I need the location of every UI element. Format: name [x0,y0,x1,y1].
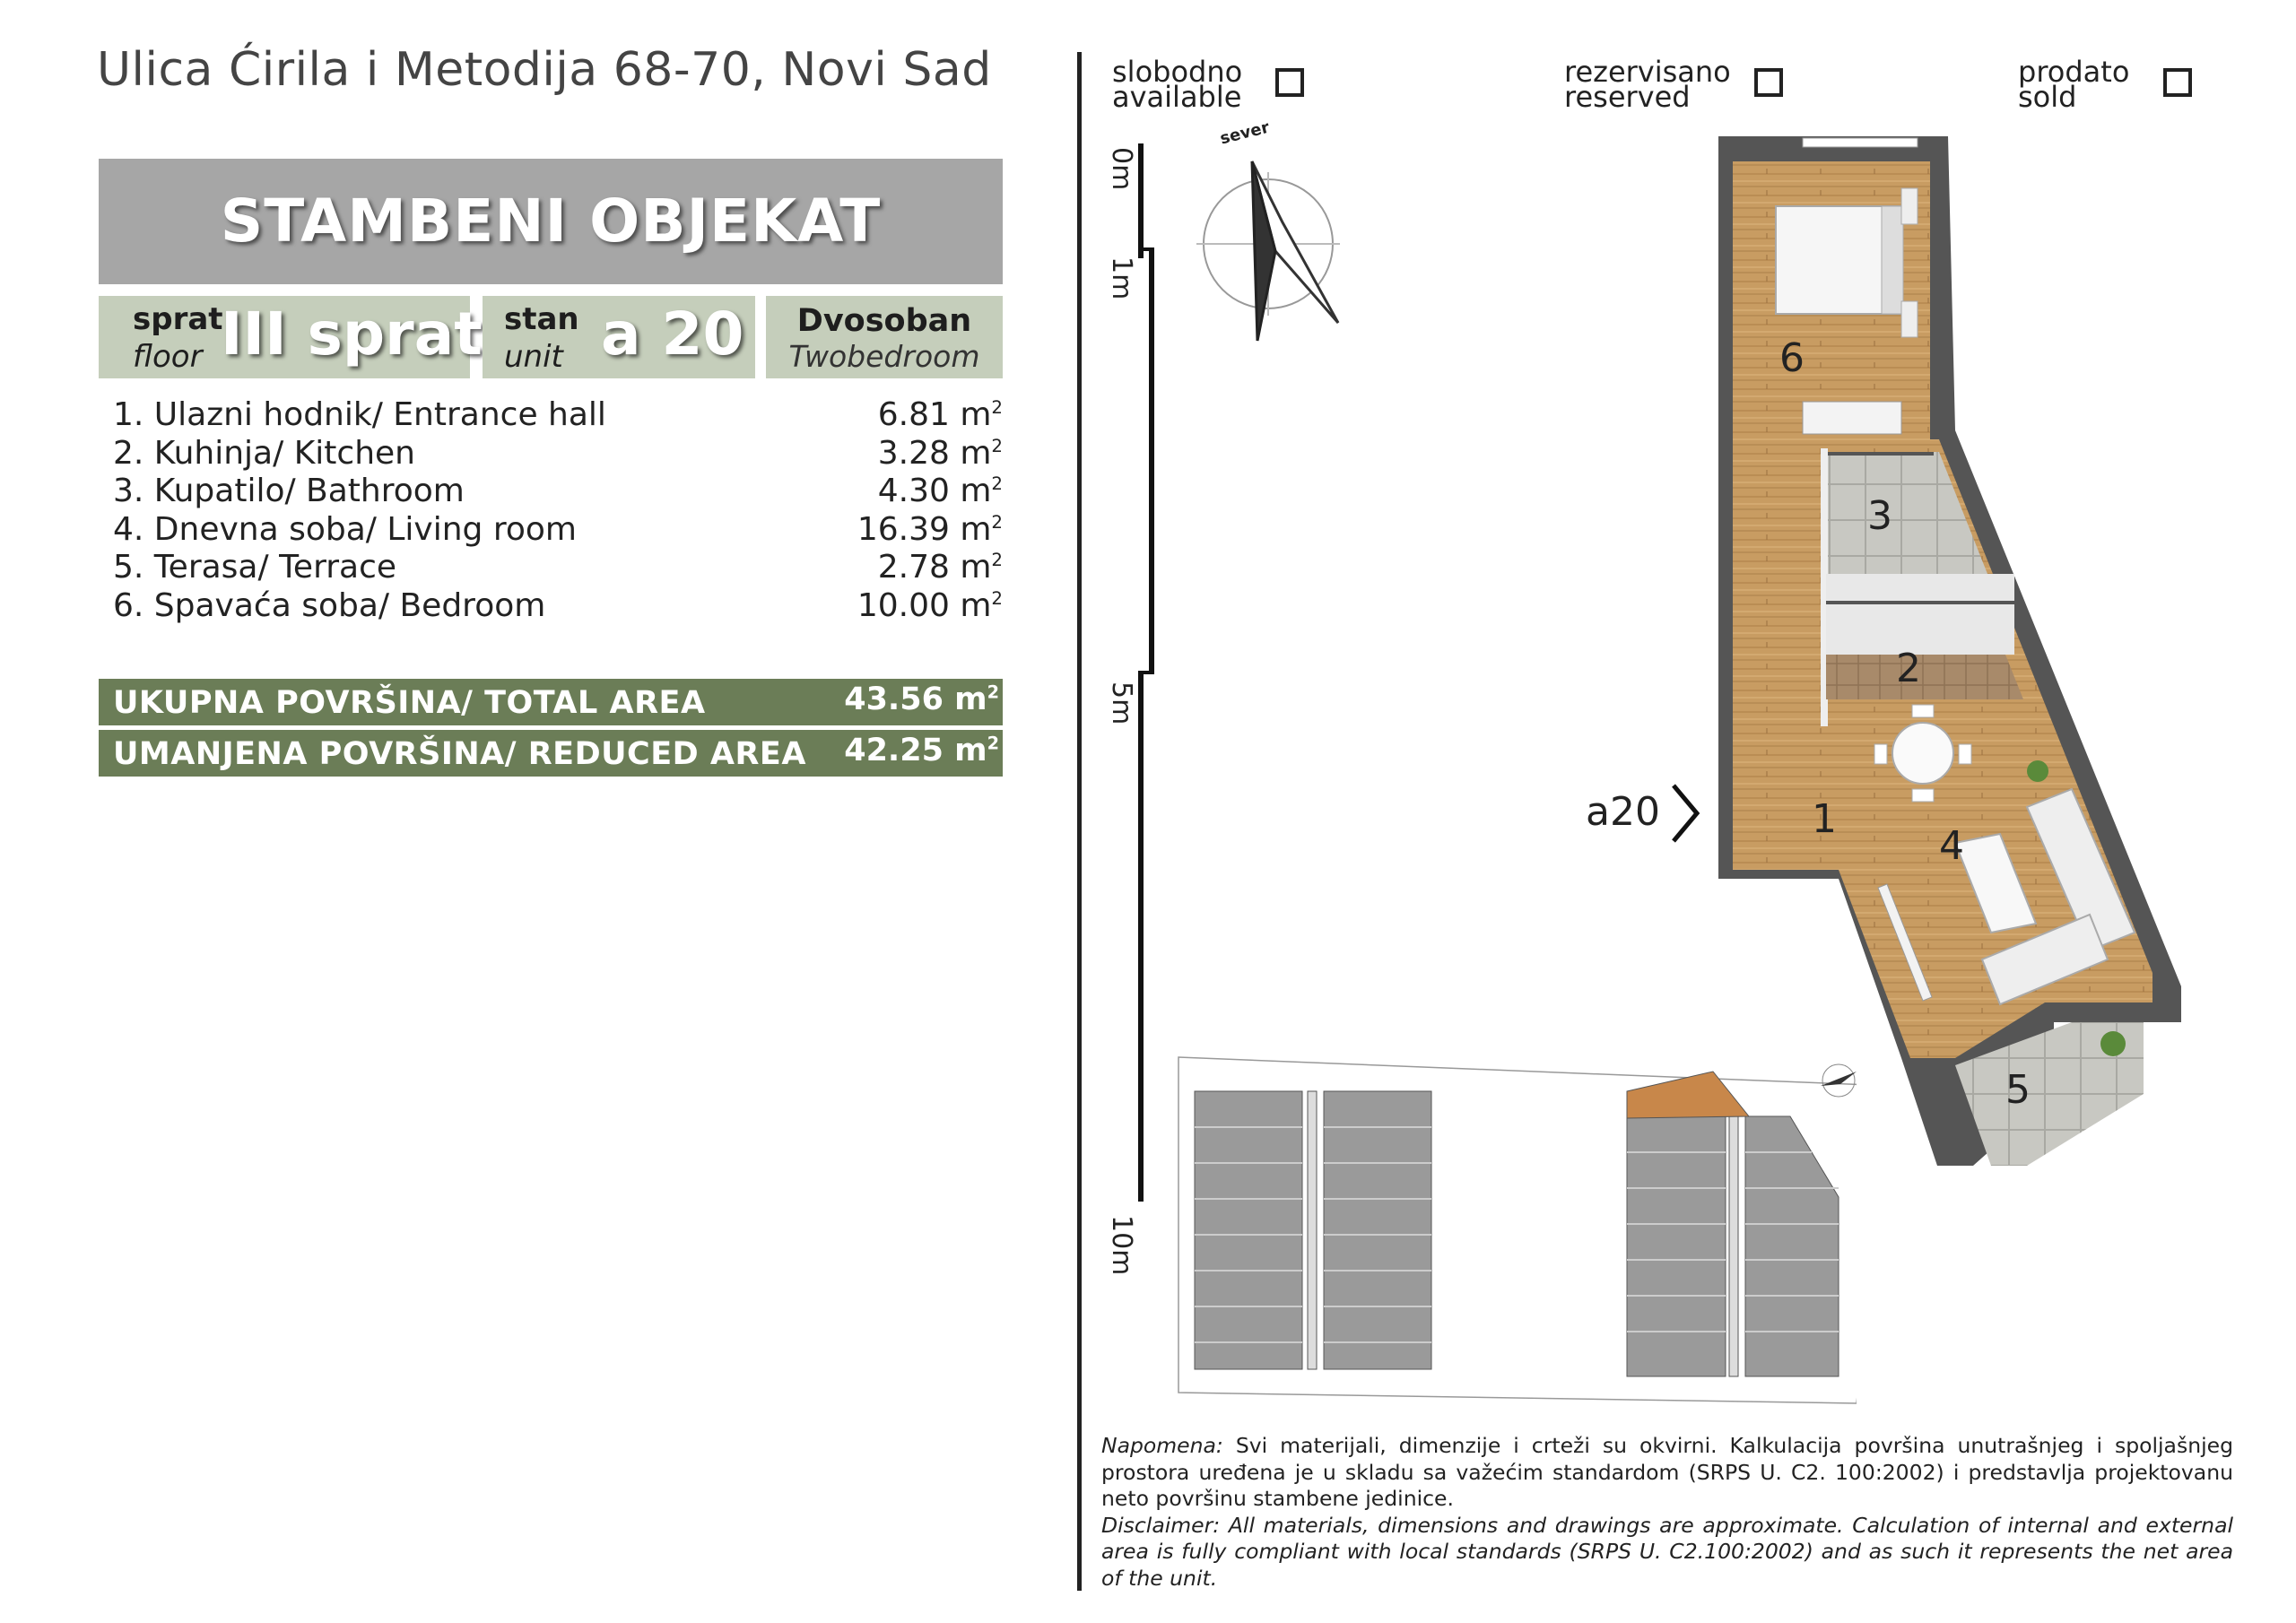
apartment-type-box [766,296,1003,378]
room-number-4: 4 [1939,823,1964,869]
building-site-plan [1175,1054,1857,1412]
available-checkbox[interactable] [1275,68,1304,97]
room-area: 16.39 $m^2$ [857,510,1003,548]
floor-label-en: floor [133,339,203,375]
room-row [113,473,1003,511]
disclaimer-en-text: Disclaimer: All materials, dimensions and drawings are approximate. Calculation of internal and external area is fully compliant with local standards (SRPS U. C2.100:2002) and as such it represents the net area of the unit. [1101,1512,2233,1591]
room-number-6: 6 [1779,335,1805,381]
room-row [113,396,1003,435]
sold-checkbox[interactable] [2163,68,2192,97]
scale-label-5m: 5m [1106,681,1137,725]
room-row [113,511,1003,550]
unit-label-en: unit [504,339,563,375]
room-number-5: 5 [2005,1067,2031,1113]
room-number-2: 2 [1896,646,1921,691]
disclaimer [1101,1433,2233,1592]
north-compass-icon [1193,117,1354,359]
entry-chevron-icon [1670,782,1702,845]
floor-plan [1686,126,2188,1184]
room-row [113,435,1003,473]
apartment-type-subtitle: Twobedroom [788,339,980,374]
floor-box [99,296,483,378]
title-banner [99,159,1003,284]
room-area: 4.30 $m^2$ [877,473,1003,509]
banner-title: STAMBENI OBJEKAT [220,187,882,256]
unit-label: stan [504,301,579,337]
divider-line [1077,52,1082,1591]
reduced-area-value: 42.25 $m^2$ [844,733,999,768]
floor-label: sprat [133,301,223,337]
scale-label-1m: 1m [1106,256,1137,300]
room-area: 6.81 $m^2$ [877,396,1003,433]
room-name: 5. Terasa/ Terrace [113,549,397,586]
room-name: 4. Dnevna soba/ Living room [113,510,577,548]
scale-label-10m: 10m [1106,1215,1137,1276]
unit-entry-label: a20 [1586,789,1660,835]
room-area: 2.78 $m^2$ [877,549,1003,586]
apartment-type-title: Dvosoban [796,303,972,339]
room-row [113,587,1003,626]
reserved-checkbox[interactable] [1754,68,1783,97]
total-area-label: UKUPNA POVRŠINA/ TOTAL AREA [113,685,706,721]
disclaimer-label: Napomena: [1101,1433,1223,1458]
total-area-bar [99,679,1003,725]
legend-sold: prodato sold [2018,55,2130,114]
room-list [113,396,1003,625]
floor-value: III sprat [221,299,483,369]
room-area: 10.00 $m^2$ [857,586,1003,624]
disclaimer-sr-text: Svi materijali, dimenzije i crteži su okvirni. Kalkulacija površina unutrašnjeg i spoljašnjeg prostora uređena je u skladu sa važećim standardom (SRPS U. C2. 100:2002) i predstavlja projektovanu neto površinu stambene jedinice. [1101,1433,2233,1511]
unit-box [483,296,755,378]
reduced-area-label: UMANJENA POVRŠINA/ REDUCED AREA [113,736,806,772]
room-name: 1. Ulazni hodnik/ Entrance hall [113,396,606,433]
legend-available: slobodno available [1112,55,1243,114]
room-number-3: 3 [1867,493,1892,539]
north-label: sever [1218,117,1272,149]
room-row [113,549,1003,587]
room-name: 3. Kupatilo/ Bathroom [113,473,465,509]
reduced-area-bar [99,730,1003,777]
scale-label-0m: 0m [1106,147,1137,191]
room-number-1: 1 [1812,796,1837,842]
unit-value: a 20 [601,299,744,369]
address: Ulica Ćirila i Metodija 68-70, Novi Sad [97,43,992,97]
total-area-value: 43.56 $m^2$ [844,681,999,717]
legend-reserved: rezervisano reserved [1564,55,1731,114]
room-name: 6. Spavaća soba/ Bedroom [113,586,546,624]
room-area: 3.28 $m^2$ [877,434,1003,472]
room-name: 2. Kuhinja/ Kitchen [113,434,415,472]
